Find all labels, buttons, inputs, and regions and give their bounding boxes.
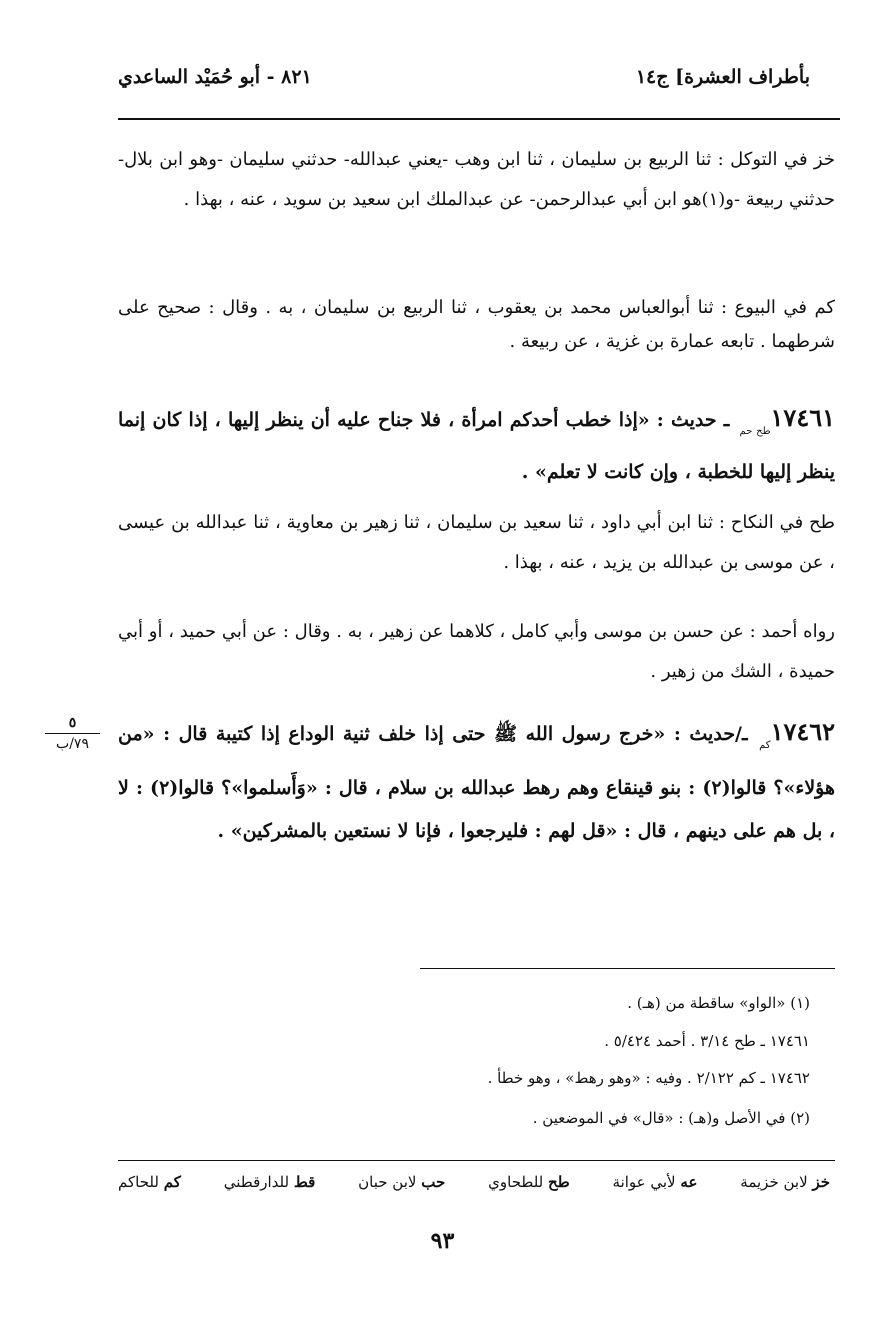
footnote-1: (١) «الواو» ساقطة من (هـ) . (627, 994, 810, 1012)
footnote-rule (420, 968, 835, 969)
footnote-17461: ١٧٤٦١ ـ طح ٣/١٤ . أحمد ٥/٤٢٤ . (604, 1032, 810, 1050)
abbr-ah: عه لأبي عوانة (612, 1173, 698, 1191)
hadith-text: ـ/حديث : «خرج رسول الله ﷺ حتى إذا خلف ثنية الوداع إذا كتيبة قال : «من هؤلاء»؟ قالوا(٢) : بنو قينقاع وهم رهط عبدالله بن سلام ، قال : «وَأَسلموا»؟ قالوا(٢) : لا ، بل هم على دينهم ، قال : «قل لهم : فليرجعوا ، فإنا لا نستعين بالمشركين» . (118, 723, 835, 842)
hadith-17461 (118, 398, 835, 492)
paragraph-kam: كم في البيوع : ثنا أبوالعباس محمد بن يعقوب ، ثنا الربيع بن سليمان ، به . وقال : صحيح على شرطهما . تابعه عمارة بن غزية ، عن ربيعة . (118, 297, 835, 352)
header-rule (118, 118, 840, 120)
abbr-km: كم للحاكم (118, 1173, 181, 1191)
header-book-title: بأطراف العشرة] ج١٤ (635, 66, 810, 88)
abbreviation-key (118, 1173, 830, 1191)
page-number: ٩٣ (430, 1228, 455, 1254)
header-chapter-title: ٨٢١ - أبو حُمَيْد الساعدي (118, 66, 312, 88)
abbr-qt: قط للدارقطني (223, 1173, 316, 1191)
hadith-source-codes: طح حم (739, 426, 771, 437)
abbr-tah: طح للطحاوي (488, 1173, 570, 1191)
paragraph-ahmad: رواه أحمد : عن حسن بن موسى وأبي كامل ، كلاهما عن زهير ، به . وقال : عن أبي حميد ، أو أبي حميدة ، الشك من زهير . (118, 621, 835, 682)
abbreviation-rule (118, 1160, 835, 1161)
manuscript-folio-note (45, 715, 100, 752)
paragraph-tah: طح في النكاح : ثنا ابن أبي داود ، ثنا سعيد بن سليمان ، ثنا زهير بن معاوية ، ثنا عبدالله بن عيسى ، عن موسى بن عبدالله بن يزيد ، عنه ، بهذا . (118, 512, 835, 573)
folio-volume: ٥ (45, 715, 100, 734)
abbr-hb: حب لابن حبان (358, 1173, 446, 1191)
running-header (118, 66, 810, 100)
paragraph-khz: خز في التوكل : ثنا الربيع بن سليمان ، ثنا ابن وهب -يعني عبدالله- حدثني سليمان -وهو ابن بلال- حدثني ربيعة -و(١)هو ابن أبي عبدالرحمن- عن عبدالملك ابن سعيد بن سويد ، عنه ، بهذا . (118, 149, 835, 210)
footnote-17462: ١٧٤٦٢ ـ كم ٢/١٢٢ . وفيه : «وهو رهط» ، وهو خطأ . (487, 1069, 810, 1087)
folio-page: ٧٩/ب (56, 736, 89, 752)
hadith-number: ١٧٤٦١ (770, 403, 835, 432)
hadith-17462 (118, 710, 835, 853)
abbr-khz: خز لابن خزيمة (740, 1173, 830, 1191)
hadith-source-codes: كم (759, 740, 771, 751)
footnote-2: (٢) في الأصل و(هـ) : «قال» في الموضعين . (532, 1109, 810, 1127)
hadith-text: ـ حديث : «إذا خطب أحدكم امرأة ، فلا جناح عليه أن ينظر إليها ، إذا كان إنما ينظر إليها للخطبة ، وإن كانت لا تعلم» . (118, 409, 835, 483)
hadith-number: ١٧٤٦٢ (770, 717, 836, 746)
